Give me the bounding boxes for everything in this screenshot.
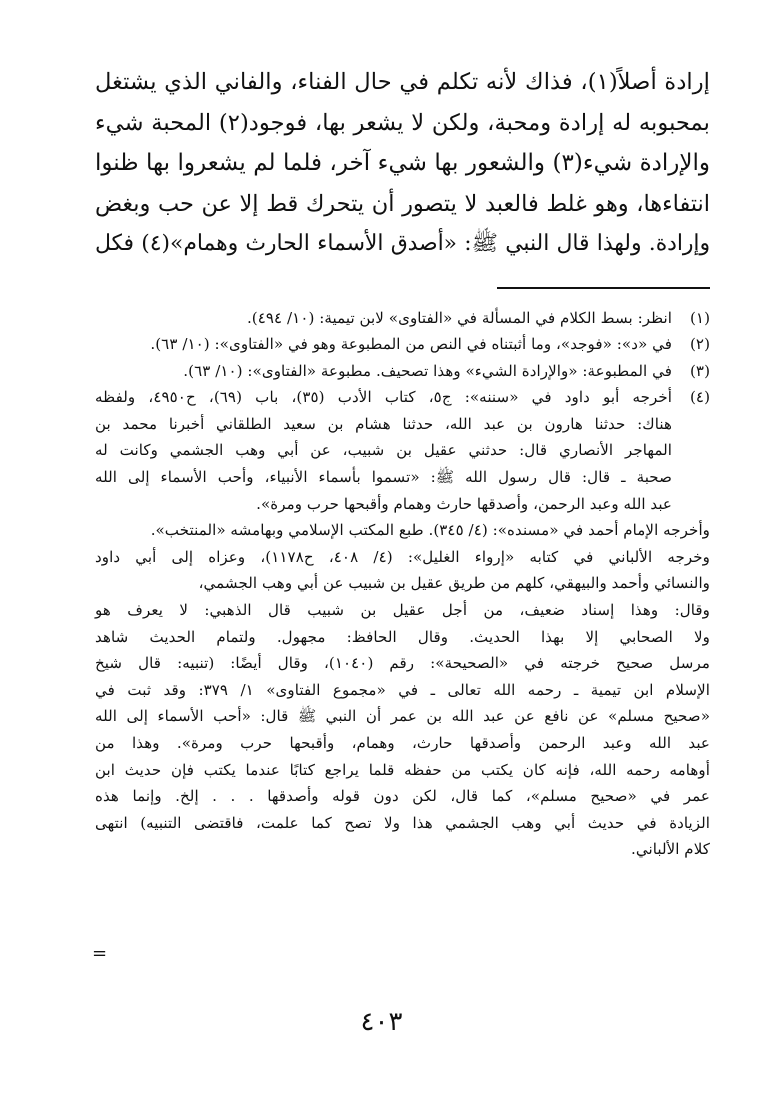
page-content	[95, 62, 710, 863]
footnote-continuation	[95, 517, 710, 863]
footnote-line: «صحيح مسلم» عن نافع عن عبد الله بن عمر أن النبي ﷺ قال: «أحب الأسماء إلى الله	[95, 707, 710, 726]
main-text-line: والإرادة شيء(٣) والشعور بها شيء آخر، فلما لم يشعروا بها ظنوا	[95, 150, 710, 176]
main-text-line: انتفاءها، وهو غلط فالعبد لا يتصور أن يتحرك قط إلا عن حب وبغض	[95, 190, 710, 217]
footnote-text	[95, 384, 672, 517]
footnote-separator	[497, 287, 710, 289]
footnote-line: في «د»: «فوجد»، وما أثبتناه في النص من المطبوعة وهو في «الفتاوى»: (١٠/ ٦٣).	[150, 335, 672, 354]
footnote	[95, 358, 710, 385]
footnote-line: المهاجر الأنصاري قال: حدثني عقيل بن شبيب، عن أبي وهب الجشمي وكانت له	[95, 441, 672, 460]
footnote-number: (٤)	[689, 388, 710, 407]
footnote-line: هناك: حدثنا هارون بن عبد الله، حدثنا هشام بن سعيد الطلقاني أخبرنا محمد بن	[95, 414, 672, 433]
footnote-text	[95, 358, 672, 385]
footnote-line: عبد الله وعبد الرحمن وأصدقها حارث، وهمام، وأقبحها حرب ومرة». وهذا من	[95, 734, 710, 752]
footnote-line: عمر في «صحيح مسلم»، كما قال، لكن دون قوله وأصدقها . . . إلخ. وإنما هذه	[95, 787, 710, 806]
footnote-line: الزيادة في حديث أبي وهب الجشمي هذا ولا تصح كما علمت، فاقتضى التنبيه) انتهى	[95, 813, 710, 832]
main-text-line: وإرادة. ولهذا قال النبي ﷺ: «أصدق الأسماء الحارث وهمام»(٤) فكل	[95, 231, 710, 256]
footnote-text	[95, 305, 672, 332]
footnote-line: انظر: بسط الكلام في المسألة في «الفتاوى» لابن تيمية: (١٠/ ٤٩٤).	[246, 308, 672, 327]
footnote-line: أخرجه أبو داود في «سننه»: ج٥، كتاب الأدب (٣٥)، باب (٦٩)، ح٤٩٥٠، ولفظه	[95, 388, 672, 407]
footnote-line: صحبة ـ قال: قال رسول الله ﷺ: «تسموا بأسماء الأنبياء، وأحب الأسماء إلى الله	[95, 468, 672, 487]
footnote-line: في المطبوعة: «والإرادة الشيء» وهذا تصحيف. مطبوعة «الفتاوى»: (١٠/ ٦٣).	[183, 361, 672, 380]
footnotes	[95, 305, 710, 863]
footnote-number: (٢)	[689, 335, 710, 354]
footnote-number: (٣)	[689, 361, 710, 380]
main-text-line: بمحبوبه له إرادة ومحبة، ولكن لا يشعر بها، فوجود(٢) المحبة شيء	[95, 109, 710, 136]
footnote	[95, 305, 710, 332]
footnote-number: (١)	[689, 308, 710, 327]
main-text	[95, 62, 710, 265]
footnote-text	[95, 331, 672, 358]
footnote-line: والنسائي وأحمد والبيهقي، كلهم من طريق عقيل بن شبيب عن أبي وهب الجشمي،	[198, 574, 710, 593]
footnote-line: ولا الصحابي إلا بهذا الحديث. وقال الحافظ: مجهول. ولتمام الحديث شاهد	[95, 627, 710, 646]
footnote-line: وقال: وهذا إسناد ضعيف، من أجل عقيل بن شبيب قال الذهبي: لا يعرف هو	[95, 601, 710, 620]
footnote	[95, 384, 710, 517]
footnote-line: عبد الله وعبد الرحمن، وأصدقها حارث وهمام وأقبحها حرب ومرة».	[256, 494, 672, 513]
footnote-line: أوهامه رحمه الله، فإنه كان يكتب من حفظه قلما يراجع كتابًا عندما يكتب فإن حديث ابن	[95, 760, 710, 779]
footnote-line: مرسل صحيح خرجته في «الصحيحة»: رقم (١٠٤٠)، وقال أيضًا: (تنبيه: قال شيخ	[95, 654, 710, 673]
footnote-line: الإسلام ابن تيمية ـ رحمه الله تعالى ـ في «مجموع الفتاوى» ١/ ٣٧٩: وقد ثبت في	[95, 680, 710, 699]
footnote-line: كلام الألباني.	[631, 840, 710, 859]
footnote	[95, 331, 710, 358]
footnote-line: وخرجه الألباني في كتابه «إرواء الغليل»: (٤/ ٤٠٨، ح١١٧٨)، وعزاه إلى أبي داود	[95, 547, 710, 566]
continuation-mark: =	[92, 943, 108, 964]
footnote-line: وأخرجه الإمام أحمد في «مسنده»: (٤/ ٣٤٥). طبع المكتب الإسلامي وبهامشه «المنتخب».	[150, 521, 710, 540]
main-text-line: إرادة أصلاً(١)، فذاك لأنه تكلم في حال الفناء، والفاني الذي يشتغل	[95, 69, 710, 95]
page-number: ٤٠٣	[360, 1007, 403, 1037]
